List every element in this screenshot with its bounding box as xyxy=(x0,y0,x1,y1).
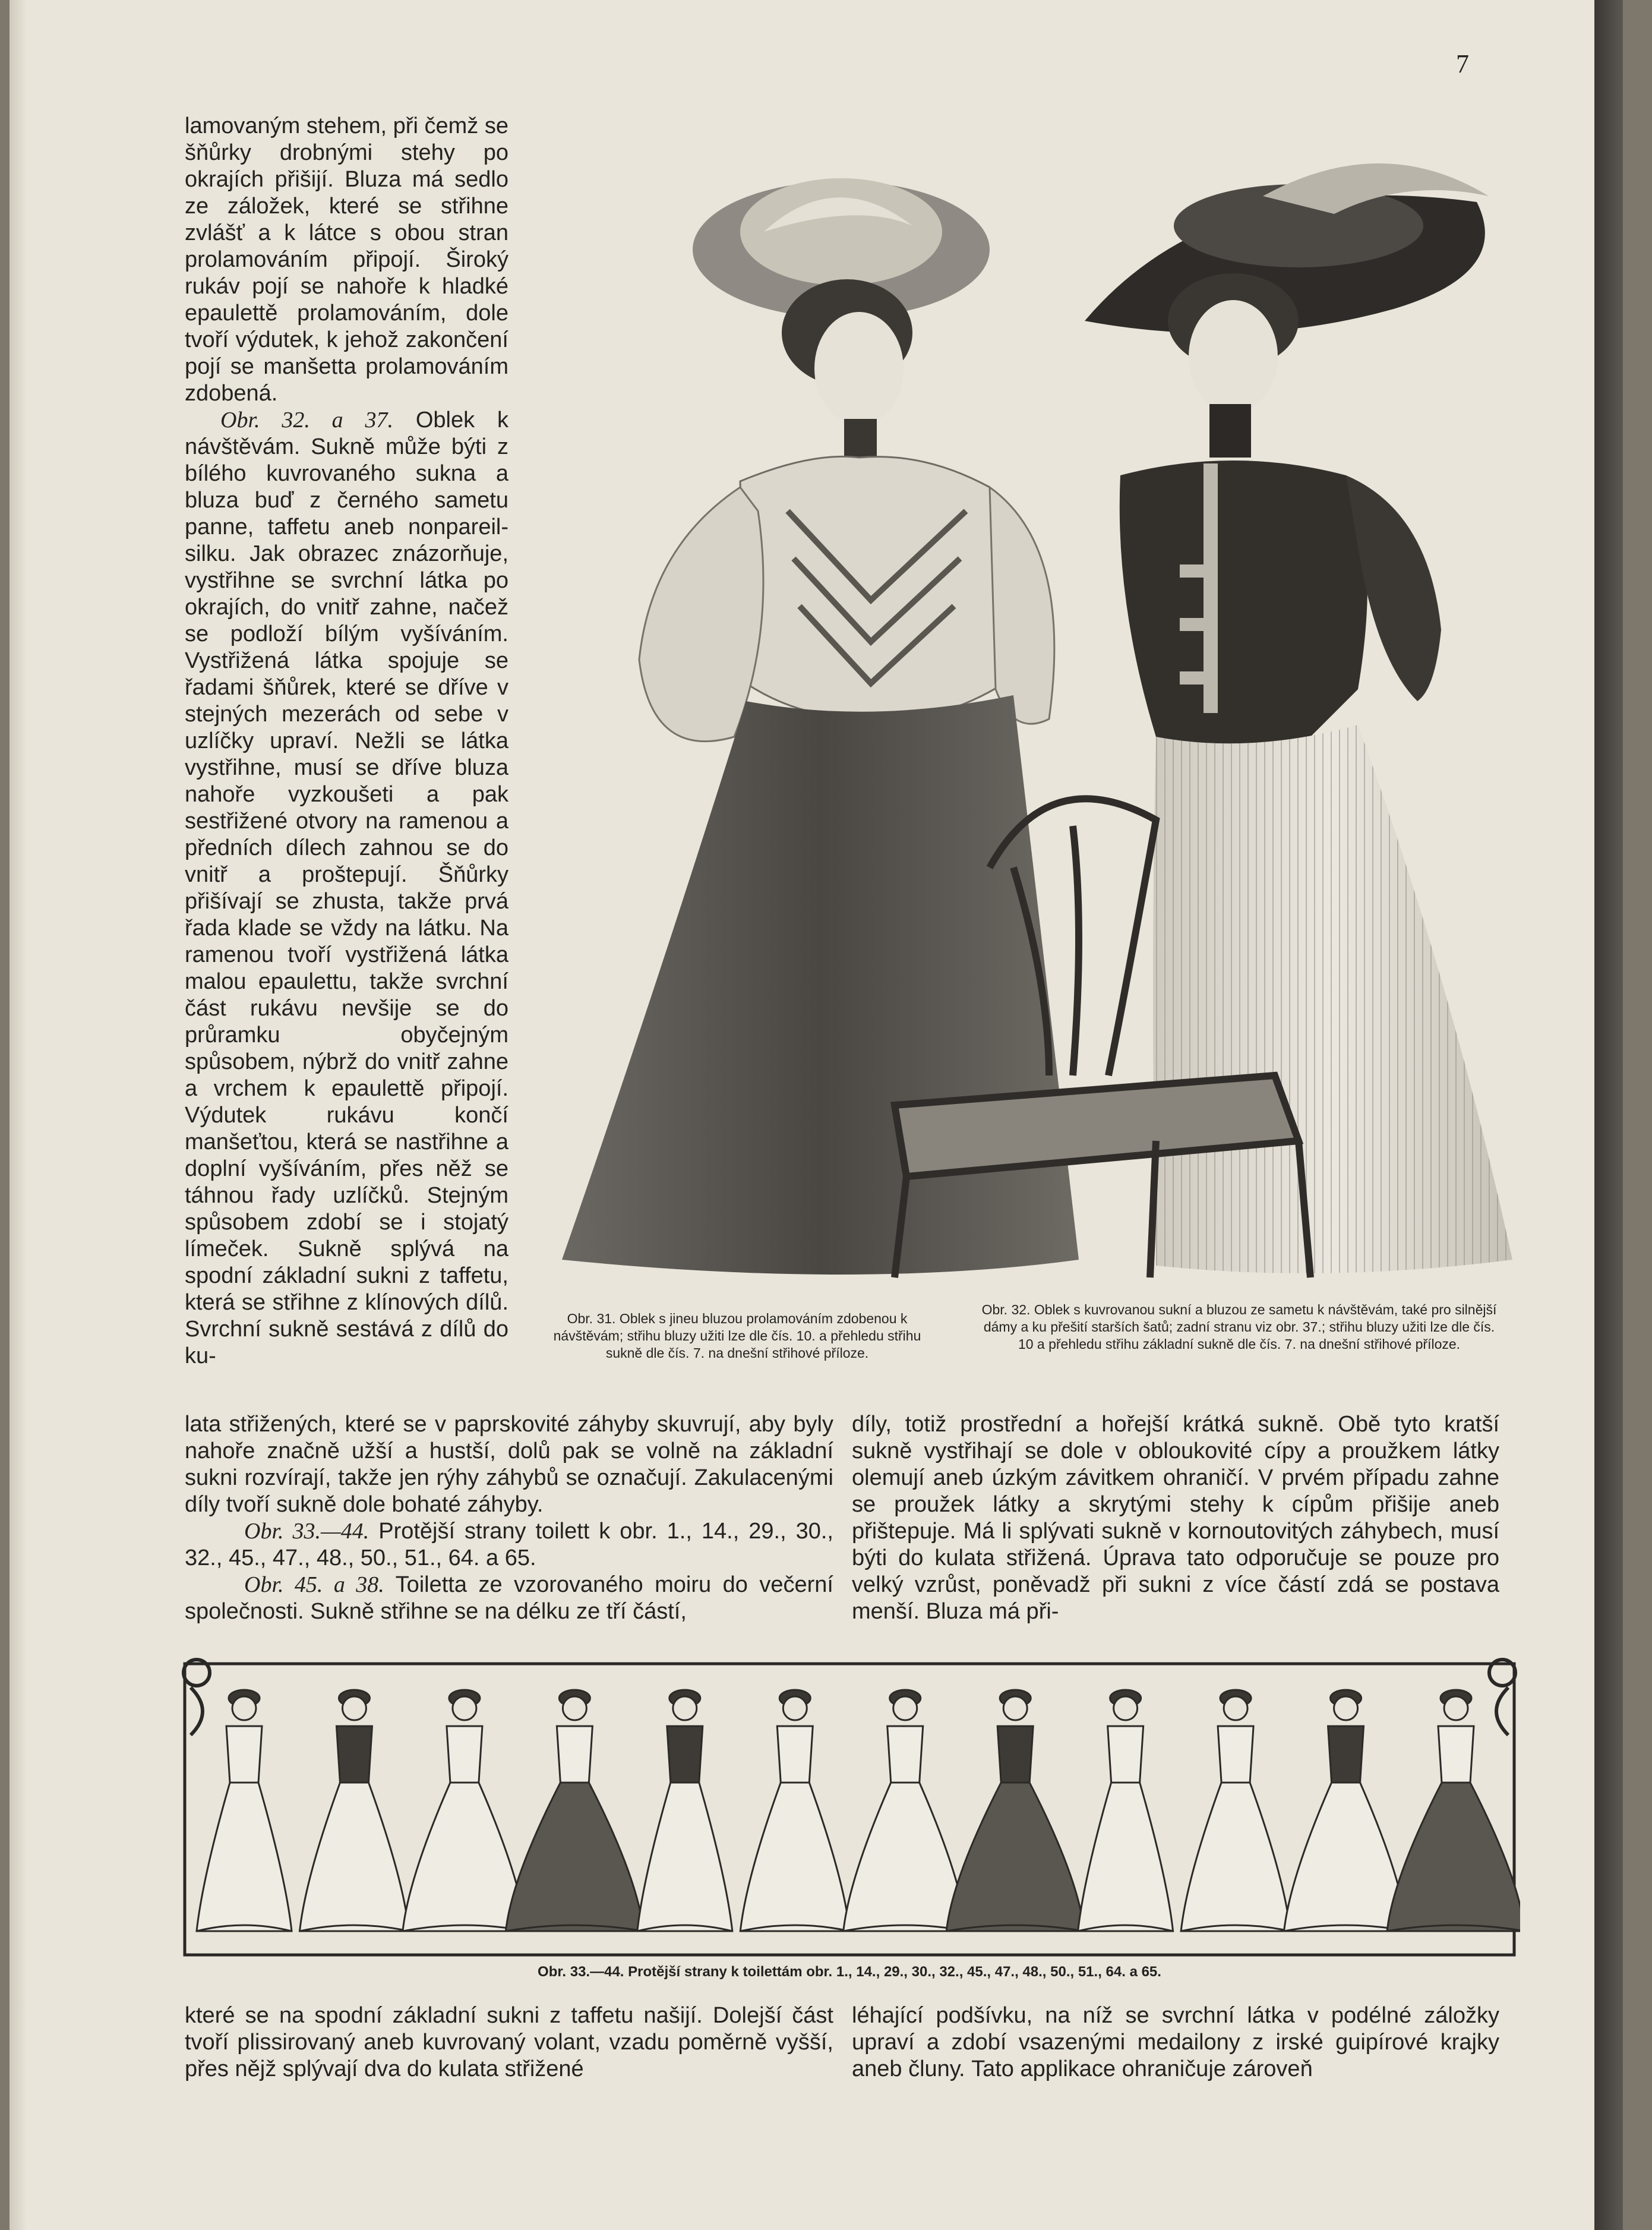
fashion-illustration-31-32 xyxy=(562,95,1512,1283)
span-left-text xyxy=(185,1411,833,1625)
span-right-text: díly, totiž prostřední a hořejší krátká sukně. Obě tyto kratší sukně vystřihají se dole v obloukovité cípy a proužkem látky olemují aneb úzkým závitkem ohraničí. V prvém případu zahne se proužek látky a skrytými stehy k cípům přišije aneb přištepuje. Má li splývati sukně v kornoutovitých záhybech, musí býti do kulata střižená. Úprava tato odporučuje se pouze pro velký vzrůst, poněvadž při sukni z více částí zdá se postava menší. Bluza má při- xyxy=(852,1412,1499,1624)
paragraph xyxy=(185,1572,833,1625)
small-fashion-figure xyxy=(740,1690,849,1931)
bottom-right-text: léhající podšívku, na níž se svrchní látka v podélné záložky upraví a zdobí vsazenými medailony z irské guipírové krajky aneb člunу. Tato applikace ohraničuje zároveň xyxy=(852,2003,1499,2081)
left-text-column xyxy=(185,113,508,1370)
figure-reference: Obr. 33.—44. xyxy=(244,1519,369,1544)
paragraph-text: Protější strany toilett k obr. 1., 14., 29., 30., 32., 45., 47., 48., 50., 51., 64. a 65. xyxy=(185,1519,833,1570)
small-fashion-figure xyxy=(197,1690,292,1931)
figure-reference: Obr. 32. a 37. xyxy=(220,408,393,433)
paragraph: lamovaným stehem, při čemž se šňůrky drobnými stehy po okrajích přišijí. Bluza má sedlo ze záložek, které se střihne zvlášť a k látce s obou stran prolamováním připojí. Široký rukáv pojí se nahoře k hladké epaulettě prolamováním, dole tvoří výdutek, k jehož zakončení pojí se manšetta prolamováním zdobená. xyxy=(185,113,508,406)
book-binding-edge xyxy=(1594,0,1623,2230)
paragraph: lata střižených, které se v paprskovité záhyby skuvrují, aby byly nahoře značně užší a hustší, dolů pak se volně na základní sukni rozvírají, takže jen rýhy záhybů se označují. Zakulacenými díly tvoří sukně dole bohaté záhyby. xyxy=(185,1412,833,1517)
small-figure-group xyxy=(197,1690,1520,1931)
paragraph-text: Oblek k návštěvám. Sukně může býti z bílého kuvrovaného sukna a bluza buď z černého sametu panne, taffetu aneb nonpareil-silku. Jak obrazec znázorňuje, vystřihne se svrchní látka po okrajích, do vnitř zahne, načež se podloží bílým vyšíváním. Vystřižená látka spojuje se řadami šňůrek, které se dříve v stejných mezerách od sebe v uzlíčky upraví. Nežli se látka vystřihne, musí se dříve bluza nahoře vyzkoušeti a pak sestřižené otvory na ramenou a předních dílech zahnou se do vnitř a proštepují. Šňůrky přišívají se zhusta, takže prvá řada klade se vždy na látku. Na ramenou tvoří vystřižená látka malou epaulettu, takže svrchní část rukávu nevšije se do průramku obyčejným spůsobem, nýbrž do vnitř zahne a vrchem k epaulettě připojí. Výdutek rukávu končí manšeťtou, která se nastřihne a doplní vyšíváním, přes něž se táhnou řady uzlíčků. Stejným spůsobem zdobí se i stojatý límeček. Sukně splývá na spodní základní sukni z taffetu, která se střihne z klínových dílů. Svrchní sukně sestává z dílů do ku- xyxy=(185,408,508,1368)
caption-figure-31: Obr. 31. Oblek s jineu bluzou prolamováním zdobenou k návštěvám; střihu bluzy užiti lze dle čís. 10. a přehledu střihu sukně dle čís. 7. na dnešní střihové příloze. xyxy=(553,1311,921,1361)
small-fashion-figure xyxy=(506,1690,643,1931)
caption-figures-33-44: Obr. 33.—44. Protější strany k toilettám obr. 1., 14., 29., 30., 32., 45., 47., 48., 50., 51., 64. a 65. xyxy=(538,1964,1161,1980)
paragraph xyxy=(185,407,508,1370)
small-fashion-figure xyxy=(844,1690,967,1931)
magazine-page xyxy=(10,0,1623,2230)
small-fashion-figure xyxy=(637,1690,732,1931)
paragraph xyxy=(185,1518,833,1572)
bottom-left-text: které se na spodní základní sukni z taffetu našijí. Dolejší část tvoří plissirovaný aneb kuvrovaný volant, vzadu poměrně vyšší, přes nějž splývají dva do kulata střižené xyxy=(185,2003,833,2081)
paragraph-text: Toiletta ze vzorovaného moiru do večerní společnosti. Sukně střihne se na délku ze tří částí, xyxy=(185,1572,833,1624)
small-fashion-figure xyxy=(1284,1690,1408,1931)
ornament-corners xyxy=(184,1660,1515,1735)
caption-figure-32: Obr. 32. Oblek s kuvrovanou sukní a bluzou ze sametu k návštěvám, také pro silnější dámy a ku přešití starších šatů; zadní stranu viz obr. 37.; střihu bluzy užiti lze dle čís. 10 a přehledu střihu základní sukně dle čís. 7. na dnešní střihové příloze. xyxy=(981,1302,1497,1352)
fashion-strip-figures-33-44 xyxy=(179,1652,1520,1961)
figure-reference: Obr. 45. a 38. xyxy=(244,1572,384,1597)
small-fashion-figure xyxy=(1181,1690,1290,1931)
small-fashion-figure xyxy=(299,1690,409,1931)
small-fashion-figure xyxy=(403,1690,526,1931)
small-fashion-figure xyxy=(1078,1690,1173,1931)
page-number: 7 xyxy=(1456,49,1469,78)
small-fashion-figure xyxy=(946,1690,1084,1931)
